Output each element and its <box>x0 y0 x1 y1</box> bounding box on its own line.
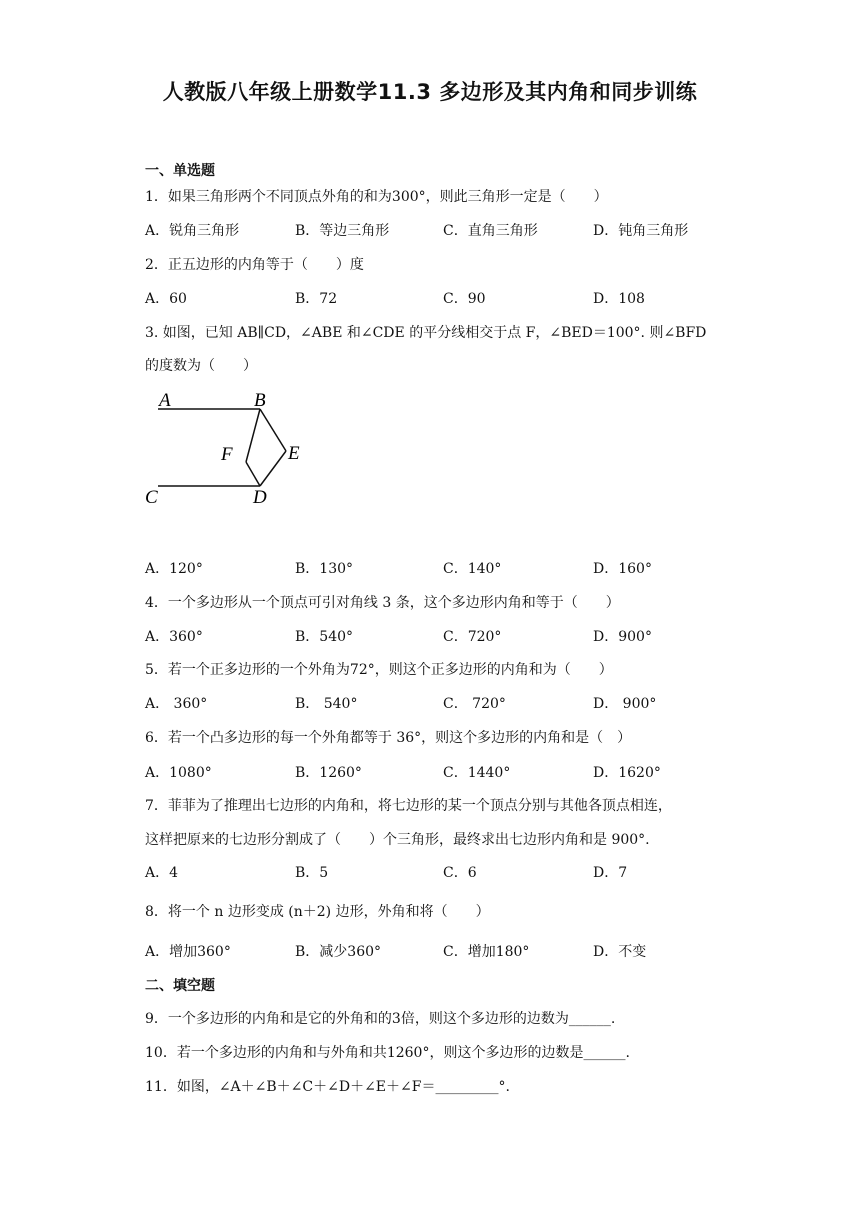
question-1-stem: 1．如果三角形两个不同顶点外角的和为300°，则此三角形一定是（ ） <box>145 189 608 205</box>
option-d[interactable]: D． 900° <box>593 696 657 712</box>
label-c: C <box>145 487 158 508</box>
segment-be <box>260 409 286 451</box>
option-d[interactable]: D．1620° <box>593 765 661 781</box>
option-a[interactable]: A．锐角三角形 <box>145 223 240 239</box>
label-d: D <box>253 487 267 508</box>
option-d[interactable]: D．钝角三角形 <box>593 223 689 239</box>
option-a[interactable]: A．60 <box>145 291 187 307</box>
question-3-options <box>145 558 765 580</box>
option-b[interactable]: B．减少360° <box>295 944 382 960</box>
option-d[interactable]: D．160° <box>593 561 652 577</box>
option-b[interactable]: B．5 <box>295 865 329 881</box>
option-d[interactable]: D．900° <box>593 629 652 645</box>
option-b[interactable]: B．72 <box>295 291 338 307</box>
option-c[interactable]: C．直角三角形 <box>443 223 538 239</box>
option-a[interactable]: A．120° <box>145 561 203 577</box>
option-a[interactable]: A．增加360° <box>145 944 231 960</box>
section-fill-in: 二、填空题 <box>145 978 215 994</box>
label-e: E <box>288 443 300 464</box>
question-6-stem: 6．若一个凸多边形的每一个外角都等于 36°，则这个多边形的内角和是（ ） <box>145 730 632 746</box>
question-7-stem-line1: 7．菲菲为了推理出七边形的内角和，将七边形的某一个顶点分别与其他各顶点相连， <box>145 798 672 814</box>
option-b[interactable]: B． 540° <box>295 696 358 712</box>
option-a[interactable]: A．1080° <box>145 765 212 781</box>
question-7-stem-line2: 这样把原来的七边形分割成了（ ）个三角形，最终求出七边形内角和是 900°. <box>145 832 650 848</box>
page-title: 人教版八年级上册数学11.3 多边形及其内角和同步训练 <box>162 80 698 104</box>
option-d[interactable]: D．108 <box>593 291 645 307</box>
option-c[interactable]: C．90 <box>443 291 486 307</box>
question-8-options <box>145 941 765 963</box>
question-3-stem-line2: 的度数为（ ） <box>145 358 257 374</box>
option-b[interactable]: B．540° <box>295 629 354 645</box>
question-1-options <box>145 220 765 242</box>
option-b[interactable]: B．1260° <box>295 765 362 781</box>
question-4-stem: 4．一个多边形从一个顶点可引对角线 3 条，这个多边形内角和等于（ ） <box>145 595 620 611</box>
segment-ed <box>260 451 286 486</box>
question-8-stem: 8．将一个 n 边形变成 (n＋2) 边形，外角和将（ ） <box>145 904 490 920</box>
label-a: A <box>159 390 171 411</box>
question-3-stem-line1: 3. 如图，已知 AB∥CD，∠ABE 和∠CDE 的平分线相交于点 F，∠BED＝100°. 则∠BFD <box>145 325 707 341</box>
option-a[interactable]: A．360° <box>145 629 203 645</box>
question-10-stem: 10．若一个多边形的内角和与外角和共1260°，则这个多边形的边数是______. <box>145 1045 630 1061</box>
question-5-stem: 5．若一个正多边形的一个外角为72°，则这个正多边形的内角和为（ ） <box>145 662 613 678</box>
question-9-stem: 9．一个多边形的内角和是它的外角和的3倍，则这个多边形的边数为______. <box>145 1011 616 1027</box>
option-d[interactable]: D．不变 <box>593 944 647 960</box>
option-c[interactable]: C．140° <box>443 561 502 577</box>
option-c[interactable]: C． 720° <box>443 696 506 712</box>
parallel-lines-figure <box>140 385 320 510</box>
question-5-options <box>145 693 765 715</box>
question-6-options <box>145 762 765 784</box>
segment-bf <box>246 409 260 462</box>
option-c[interactable]: C．1440° <box>443 765 511 781</box>
option-a[interactable]: A． 360° <box>145 696 208 712</box>
segment-fd <box>246 462 260 486</box>
question-11-stem: 11．如图，∠A＋∠B＋∠C＋∠D＋∠E＋∠F＝_________°. <box>145 1079 510 1095</box>
option-c[interactable]: C．增加180° <box>443 944 530 960</box>
question-2-stem: 2．正五边形的内角等于（ ）度 <box>145 257 364 273</box>
label-f: F <box>221 444 233 465</box>
option-c[interactable]: C．6 <box>443 865 477 881</box>
section-single-choice: 一、单选题 <box>145 163 215 179</box>
option-a[interactable]: A．4 <box>145 865 179 881</box>
option-b[interactable]: B．130° <box>295 561 354 577</box>
option-c[interactable]: C．720° <box>443 629 502 645</box>
question-7-options <box>145 862 765 884</box>
option-d[interactable]: D．7 <box>593 865 628 881</box>
question-2-options <box>145 288 765 310</box>
label-b: B <box>254 390 266 411</box>
option-b[interactable]: B．等边三角形 <box>295 223 390 239</box>
question-4-options <box>145 626 765 648</box>
